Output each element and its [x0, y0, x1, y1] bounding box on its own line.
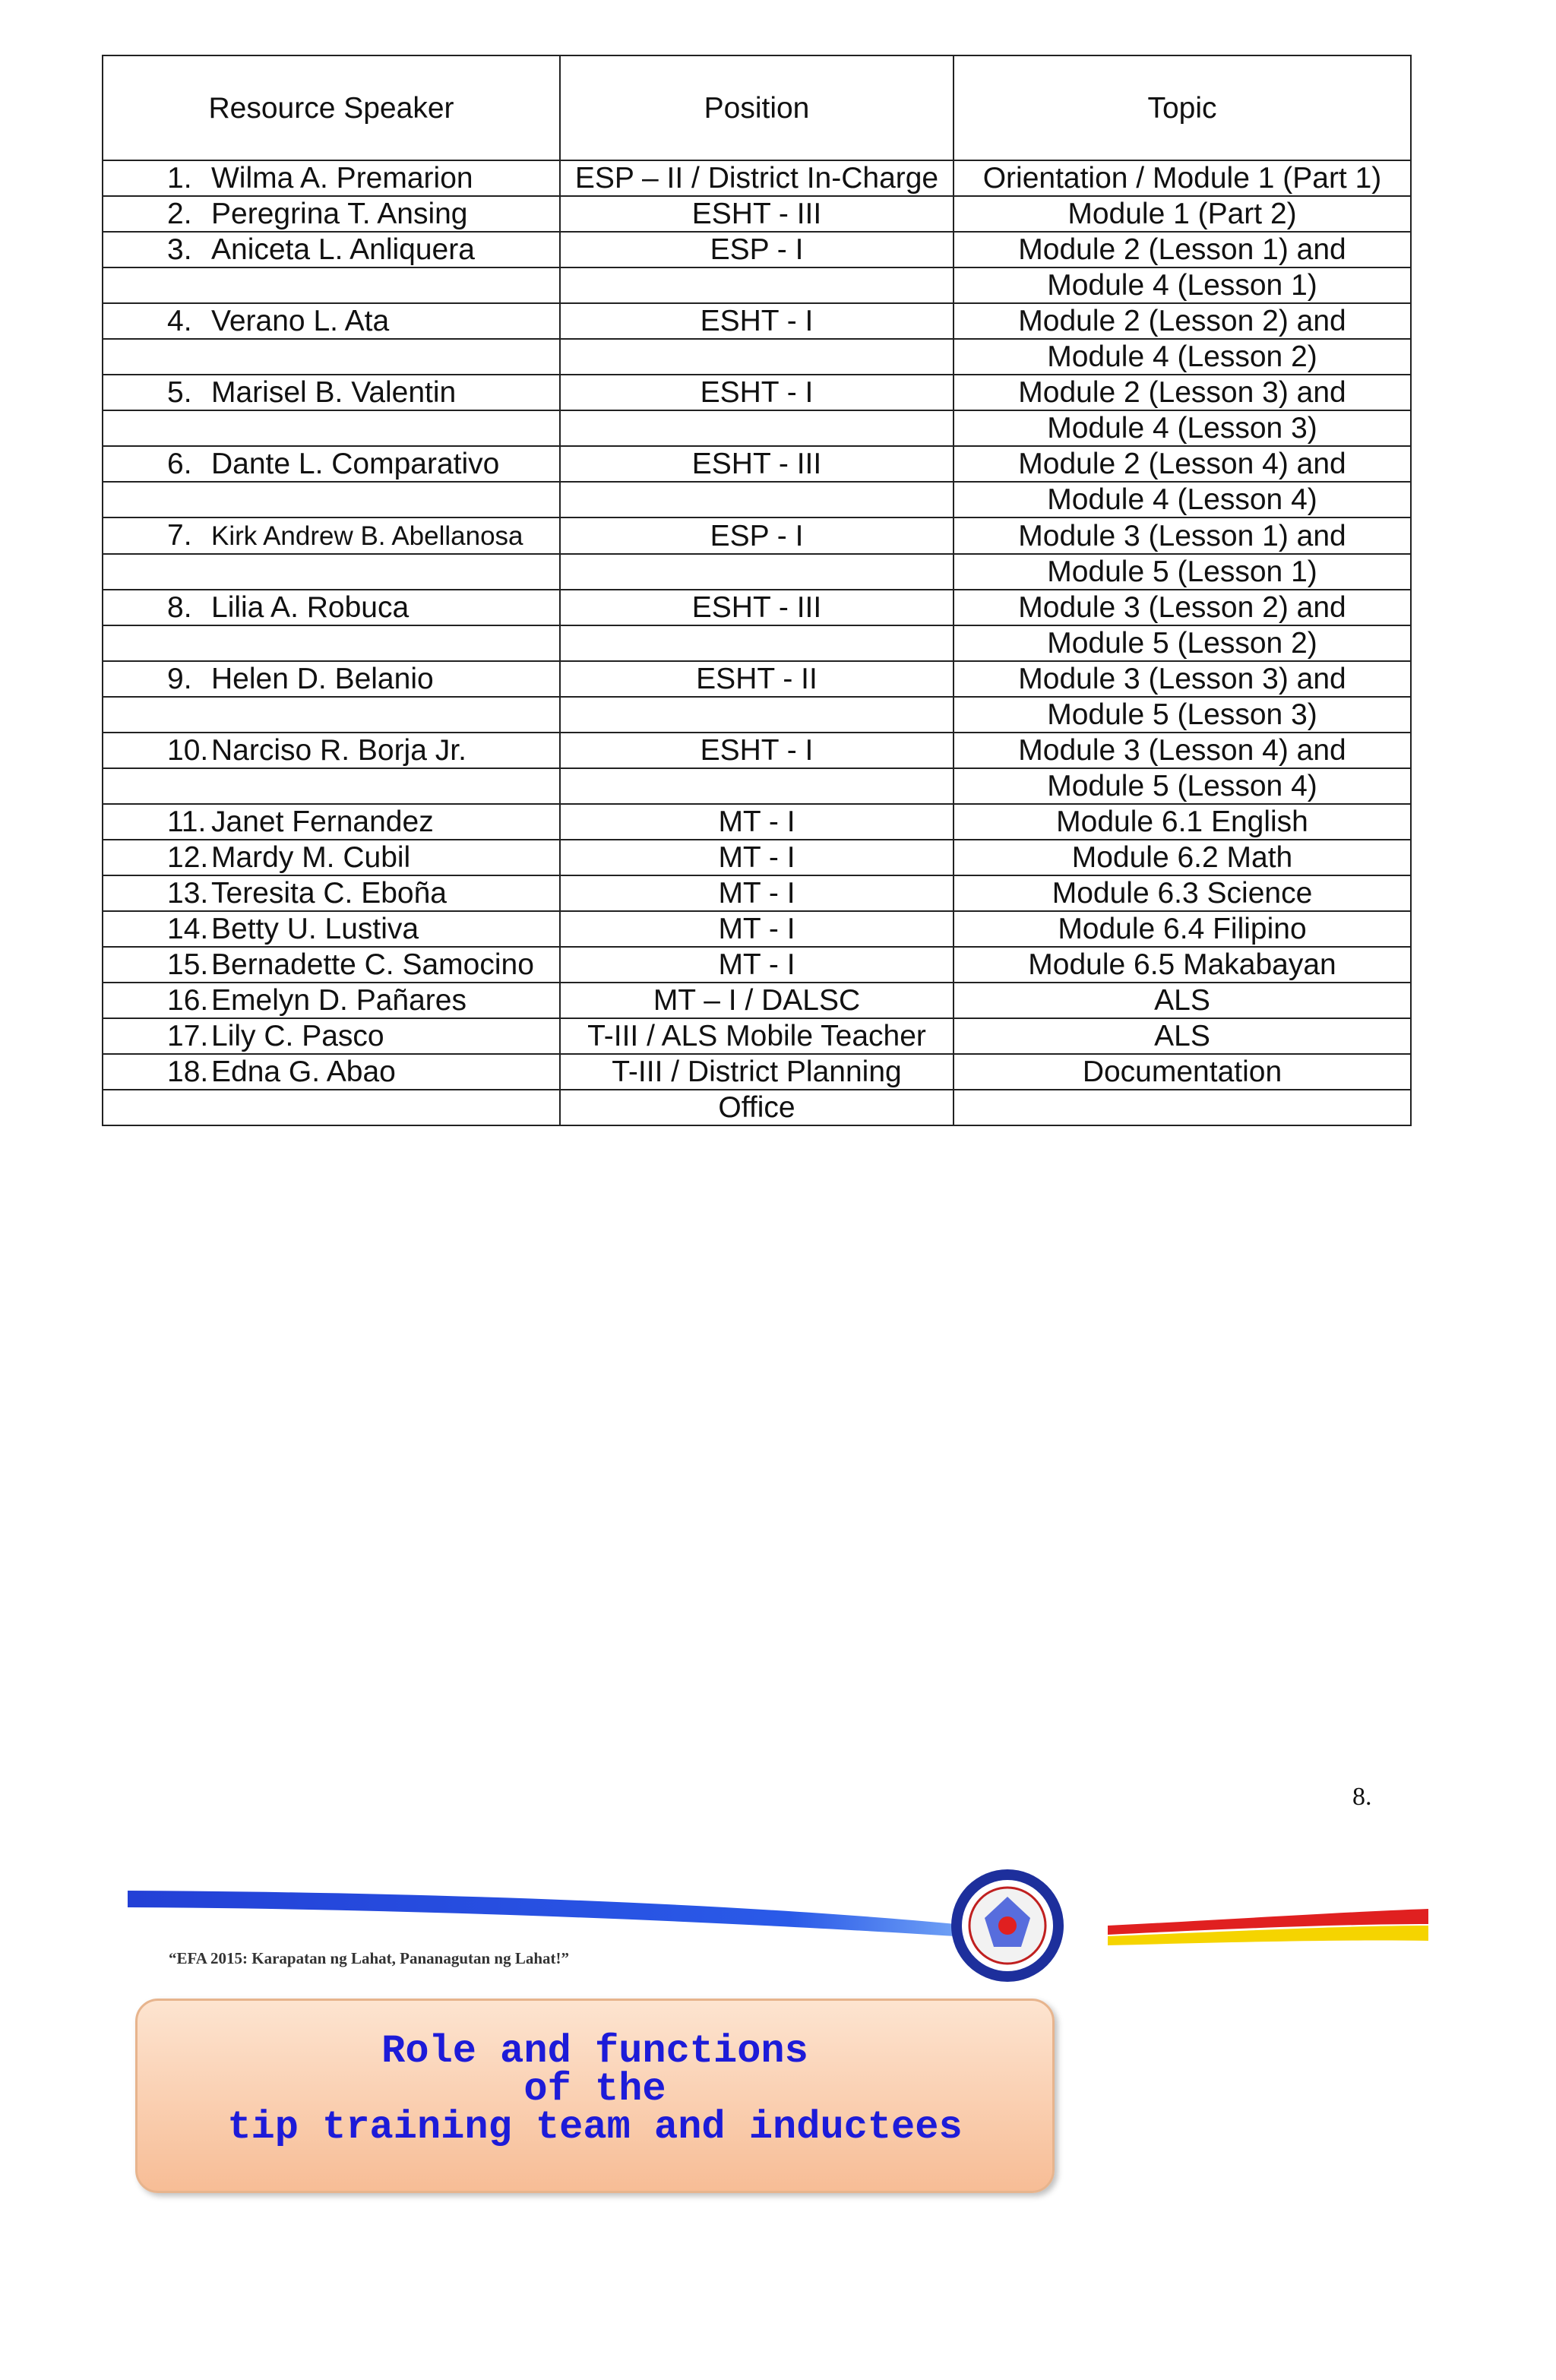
table-row: [103, 1090, 1411, 1125]
cell-resource-speaker: [103, 661, 560, 697]
cell-resource-speaker: [103, 1090, 560, 1125]
speaker-name: Aniceta L. Anliquera: [211, 233, 475, 266]
cell-resource-speaker: [103, 160, 560, 196]
cell-topic: Module 4 (Lesson 3): [954, 410, 1411, 446]
cell-position: [560, 625, 954, 661]
header-position: Position: [560, 55, 954, 160]
header-topic: Topic: [954, 55, 1411, 160]
cell-position: [560, 339, 954, 375]
table-row: [103, 267, 1411, 303]
cell-topic: Module 6.1 English: [954, 804, 1411, 840]
speaker-name: Narciso R. Borja Jr.: [211, 734, 466, 767]
cell-resource-speaker: [103, 267, 560, 303]
cell-position: ESP - I: [560, 232, 954, 267]
speaker-name: Marisel B. Valentin: [211, 376, 457, 409]
cell-resource-speaker: [103, 232, 560, 267]
table-row: [103, 554, 1411, 590]
speaker-name: Edna G. Abao: [211, 1055, 396, 1088]
cell-resource-speaker: [103, 947, 560, 983]
cell-position: T-III / District Planning: [560, 1054, 954, 1090]
cell-resource-speaker: [103, 911, 560, 947]
cell-resource-speaker: [103, 554, 560, 590]
speaker-name: Janet Fernandez: [211, 805, 434, 838]
speaker-number: 10.: [167, 734, 209, 767]
title-callout-box: [135, 1999, 1055, 2193]
speaker-number: 13.: [167, 877, 209, 910]
speaker-name: Bernadette C. Samocino: [211, 948, 534, 981]
cell-topic: Module 5 (Lesson 1): [954, 554, 1411, 590]
cell-resource-speaker: [103, 446, 560, 482]
cell-topic: Module 1 (Part 2): [954, 196, 1411, 232]
cell-position: [560, 482, 954, 517]
table-row: [103, 768, 1411, 804]
speaker-name: Lilia A. Robuca: [211, 591, 410, 624]
cell-resource-speaker: [103, 303, 560, 339]
title-callout-text: [138, 2029, 1052, 2150]
cell-topic: Module 2 (Lesson 4) and: [954, 446, 1411, 482]
speaker-number: 17.: [167, 1020, 209, 1052]
cell-topic: ALS: [954, 983, 1411, 1018]
banner-blue-stripe: [128, 1891, 956, 1936]
speaker-name: Peregrina T. Ansing: [211, 198, 468, 230]
speaker-number: 4.: [167, 305, 192, 337]
cell-position: MT – I / DALSC: [560, 983, 954, 1018]
cell-topic: Module 6.3 Science: [954, 875, 1411, 911]
cell-topic: Module 2 (Lesson 2) and: [954, 303, 1411, 339]
table-row: [103, 697, 1411, 733]
table-row: [103, 590, 1411, 625]
cell-position: [560, 410, 954, 446]
table-row: [103, 983, 1411, 1018]
cell-position: ESHT - I: [560, 375, 954, 410]
table-row: [103, 339, 1411, 375]
cell-position: MT - I: [560, 875, 954, 911]
cell-topic: Module 3 (Lesson 1) and: [954, 517, 1411, 554]
cell-resource-speaker: [103, 804, 560, 840]
cell-topic: Module 4 (Lesson 1): [954, 267, 1411, 303]
table-row: [103, 517, 1411, 554]
table-row: [103, 446, 1411, 482]
cell-position: ESHT - III: [560, 446, 954, 482]
cell-resource-speaker: [103, 733, 560, 768]
table-row: [103, 1054, 1411, 1090]
cell-topic: Module 3 (Lesson 3) and: [954, 661, 1411, 697]
cell-topic: Orientation / Module 1 (Part 1): [954, 160, 1411, 196]
table-row: [103, 661, 1411, 697]
cell-position: ESHT - I: [560, 303, 954, 339]
cell-resource-speaker: [103, 482, 560, 517]
speaker-number: 8.: [167, 591, 192, 624]
cell-resource-speaker: [103, 983, 560, 1018]
table-row: [103, 196, 1411, 232]
table-row: [103, 911, 1411, 947]
footer-motto: “EFA 2015: Karapatan ng Lahat, Pananagutan ng Lahat!”: [169, 1949, 570, 1967]
cell-position: T-III / ALS Mobile Teacher: [560, 1018, 954, 1054]
cell-topic: Module 5 (Lesson 3): [954, 697, 1411, 733]
table-row: [103, 625, 1411, 661]
speaker-name: Mardy M. Cubil: [211, 841, 411, 874]
speaker-name: Emelyn D. Pañares: [211, 984, 466, 1017]
cell-topic: Module 3 (Lesson 2) and: [954, 590, 1411, 625]
table-body: [103, 160, 1411, 1125]
cell-position: MT - I: [560, 804, 954, 840]
cell-topic: Module 6.4 Filipino: [954, 911, 1411, 947]
cell-resource-speaker: [103, 1018, 560, 1054]
cell-resource-speaker: [103, 840, 560, 875]
cell-resource-speaker: [103, 768, 560, 804]
cell-topic: Module 6.5 Makabayan: [954, 947, 1411, 983]
table-row: [103, 840, 1411, 875]
cell-position: ESP - I: [560, 517, 954, 554]
table-row: [103, 875, 1411, 911]
cell-position: MT - I: [560, 840, 954, 875]
speaker-number: 5.: [167, 376, 192, 409]
speaker-name: Helen D. Belanio: [211, 663, 434, 695]
table-row: [103, 804, 1411, 840]
cell-resource-speaker: [103, 339, 560, 375]
cell-resource-speaker: [103, 410, 560, 446]
cell-topic: ALS: [954, 1018, 1411, 1054]
speaker-number: 2.: [167, 198, 192, 230]
resource-speaker-table: [102, 55, 1412, 1126]
speaker-number: 14.: [167, 913, 209, 945]
cell-resource-speaker: [103, 697, 560, 733]
table-row: [103, 160, 1411, 196]
deped-seal-icon: [951, 1869, 1064, 1982]
cell-position: ESHT - III: [560, 590, 954, 625]
cell-position: MT - I: [560, 947, 954, 983]
speaker-name: Dante L. Comparativo: [211, 448, 500, 480]
cell-position: [560, 768, 954, 804]
speaker-name: Wilma A. Premarion: [211, 162, 473, 195]
cell-position: ESHT - III: [560, 196, 954, 232]
title-line-3: tip training team and inductees: [227, 2105, 963, 2150]
cell-resource-speaker: [103, 196, 560, 232]
speaker-name: Lily C. Pasco: [211, 1020, 384, 1052]
page-number: 8.: [1352, 1783, 1372, 1811]
table-row: [103, 482, 1411, 517]
speaker-number: 16.: [167, 984, 209, 1017]
cell-position: [560, 554, 954, 590]
speaker-number: 9.: [167, 663, 192, 695]
speaker-number: 15.: [167, 948, 209, 981]
cell-position: [560, 697, 954, 733]
cell-position: ESP – II / District In-Charge: [560, 160, 954, 196]
cell-resource-speaker: [103, 625, 560, 661]
speaker-number: 1.: [167, 162, 192, 195]
table-row: [103, 232, 1411, 267]
table-row: [103, 733, 1411, 768]
cell-position: ESHT - I: [560, 733, 954, 768]
cell-position: [560, 267, 954, 303]
speaker-number: 11.: [167, 805, 207, 838]
cell-topic: Module 4 (Lesson 2): [954, 339, 1411, 375]
speaker-number: 3.: [167, 233, 192, 266]
table-row: [103, 1018, 1411, 1054]
cell-topic: Module 4 (Lesson 4): [954, 482, 1411, 517]
header-resource-speaker: Resource Speaker: [103, 55, 560, 160]
cell-resource-speaker: [103, 590, 560, 625]
cell-resource-speaker: [103, 875, 560, 911]
table-row: [103, 375, 1411, 410]
speaker-name: Kirk Andrew B. Abellanosa: [211, 521, 523, 551]
cell-resource-speaker: [103, 375, 560, 410]
cell-topic: Module 5 (Lesson 2): [954, 625, 1411, 661]
speaker-number: 12.: [167, 841, 209, 874]
cell-topic: Documentation: [954, 1054, 1411, 1090]
cell-resource-speaker: [103, 517, 560, 554]
speaker-number: 18.: [167, 1055, 209, 1088]
speaker-name: Betty U. Lustiva: [211, 913, 419, 945]
cell-position: ESHT - II: [560, 661, 954, 697]
cell-topic: Module 5 (Lesson 4): [954, 768, 1411, 804]
cell-position: Office: [560, 1090, 954, 1125]
cell-topic: Module 3 (Lesson 4) and: [954, 733, 1411, 768]
speaker-number: 7.: [167, 519, 192, 552]
cell-resource-speaker: [103, 1054, 560, 1090]
speaker-name: Verano L. Ata: [211, 305, 390, 337]
table-row: [103, 303, 1411, 339]
cell-topic: Module 2 (Lesson 3) and: [954, 375, 1411, 410]
cell-topic: [954, 1090, 1411, 1125]
title-line-1: Role and functions: [381, 2029, 808, 2074]
table-row: [103, 410, 1411, 446]
cell-topic: Module 6.2 Math: [954, 840, 1411, 875]
table-header-row: [103, 55, 1411, 160]
cell-topic: Module 2 (Lesson 1) and: [954, 232, 1411, 267]
speaker-number: 6.: [167, 448, 192, 480]
title-line-2: of the: [523, 2067, 666, 2112]
speaker-name: Teresita C. Eboña: [211, 877, 448, 910]
table-row: [103, 947, 1411, 983]
cell-position: MT - I: [560, 911, 954, 947]
